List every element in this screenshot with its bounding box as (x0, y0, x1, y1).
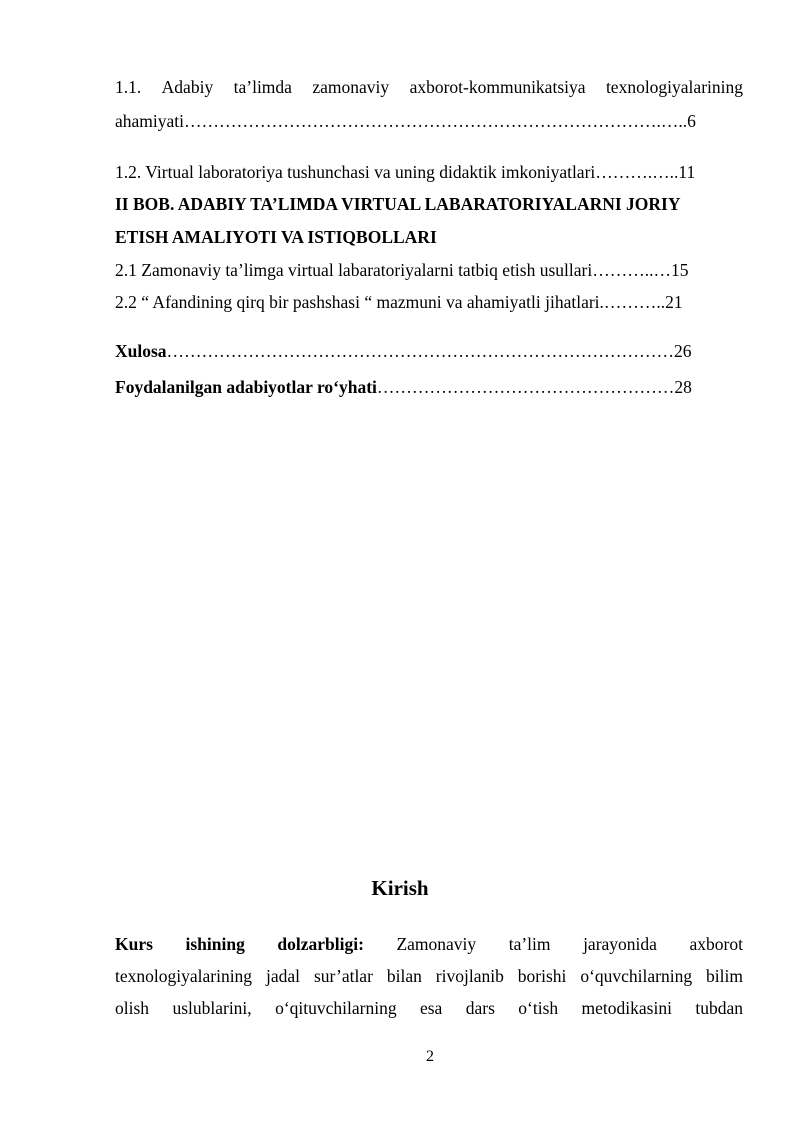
intro-word: o‘qituvchilarning (275, 998, 397, 1018)
intro-word: jadal (266, 966, 301, 986)
intro-title: Kirish (371, 876, 429, 900)
intro-word: rivojlanib (435, 966, 504, 986)
toc-word: texnologiyalarining (605, 77, 743, 97)
toc-item-2-1: 2.1 Zamonaviy ta’limga virtual labaratoriyalarni tatbiq etish usullari………..…15 (115, 260, 689, 280)
intro-paragraph-line3 (115, 997, 743, 1019)
intro-word: texnologiyalarining (115, 966, 253, 986)
intro-word: jarayonida (583, 934, 657, 954)
intro-word: Kurs (115, 934, 153, 954)
toc-references-dots: ……………………………………………28 (376, 377, 692, 397)
page-number: 2 (426, 1048, 434, 1065)
toc-chapter-2-line1: II BOB. ADABIY TA’LIMDA VIRTUAL LABARATORIYALARNI JORIY (115, 194, 681, 214)
toc-word: 1.1. (115, 77, 142, 97)
intro-word: ishining (185, 934, 245, 954)
toc-word: ta’limda (233, 77, 292, 97)
intro-word: sur’atlar (313, 966, 373, 986)
intro-paragraph-line1 (115, 933, 743, 955)
toc-references (115, 376, 743, 398)
toc-conclusion-label: Xulosa (115, 341, 167, 361)
intro-word: tubdan (695, 998, 743, 1018)
intro-word: axborot (689, 934, 743, 954)
toc-item-1-1-line2: ahamiyati……………………………………………………………………….…..6 (115, 111, 696, 131)
toc-references-label: Foydalanilgan adabiyotlar ro‘yhati (115, 377, 377, 397)
intro-word: ta’lim (508, 934, 551, 954)
intro-word: olish (115, 998, 150, 1018)
intro-word: borishi (517, 966, 567, 986)
toc-item-1-1-line1 (115, 76, 743, 98)
intro-word: metodikasini (581, 998, 672, 1018)
toc-word: Adabiy (161, 77, 214, 97)
intro-word: o‘quvchilarning (580, 966, 693, 986)
intro-paragraph-line2 (115, 965, 743, 987)
intro-word: dars (465, 998, 495, 1018)
toc-conclusion (115, 340, 743, 362)
toc-chapter-2-line2: ETISH AMALIYOTI VA ISTIQBOLLARI (115, 227, 437, 247)
toc-conclusion-dots: ……………………………………………………………………………26 (166, 341, 692, 361)
intro-word: o‘tish (518, 998, 559, 1018)
toc-item-1-2: 1.2. Virtual laboratoriya tushunchasi va uning didaktik imkoniyatlari……….…..11 (115, 162, 696, 182)
intro-word: dolzarbligi: (277, 934, 364, 954)
toc-word: zamonaviy (312, 77, 390, 97)
intro-word: uslublarini, (172, 998, 252, 1018)
toc-word: axborot-kommunikatsiya (409, 77, 586, 97)
intro-word: Zamonaviy (396, 934, 477, 954)
toc-item-2-2: 2.2 “ Afandining qirq bir pashshasi “ mazmuni va ahamiyatli jihatlari.………..21 (115, 292, 683, 312)
intro-word: bilan (386, 966, 422, 986)
intro-word: bilim (706, 966, 743, 986)
intro-word: esa (419, 998, 443, 1018)
